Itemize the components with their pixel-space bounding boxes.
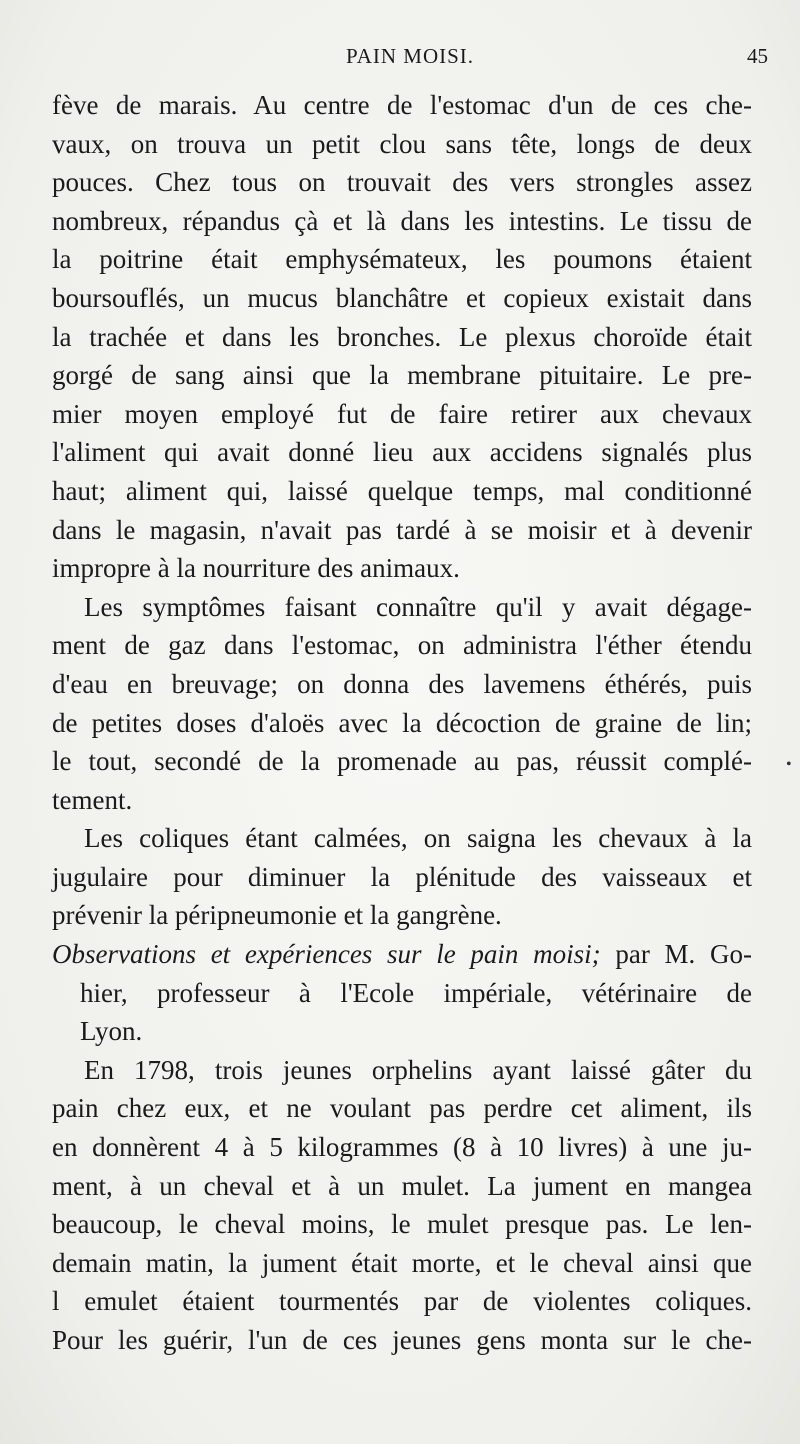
text-line: vaux, on trouva un petit clou sans tête, longs de deux bbox=[52, 128, 752, 159]
text-line: pouces. Chez tous on trouvait des vers strongles assez bbox=[52, 167, 752, 198]
text-line: prévenir la péripneumonie et la gangrène. bbox=[52, 900, 502, 931]
text-line: l'aliment qui avait donné lieu aux accidens signalés plus bbox=[52, 437, 752, 468]
section-heading-line: hier, professeur à l'Ecole impériale, vétérinaire de bbox=[80, 977, 752, 1008]
page-header bbox=[52, 44, 768, 78]
text-line: d'eau en breuvage; on donna des lavemens éthérés, puis bbox=[52, 668, 752, 699]
running-head: PAIN MOISI. bbox=[345, 44, 475, 68]
text-line: de petites doses d'aloës avec la décoction de graine de lin; bbox=[52, 707, 752, 738]
text-line: jugulaire pour diminuer la plénitude des vaisseaux et bbox=[52, 861, 752, 892]
section-heading-line: Lyon. bbox=[80, 1016, 143, 1047]
text-line: En 1798, trois jeunes orphelins ayant laissé gâter du bbox=[84, 1054, 752, 1085]
text-line: ment, à un cheval et à un mulet. La jument en mangea bbox=[52, 1170, 752, 1201]
text-line: gorgé de sang ainsi que la membrane pituitaire. Le pre- bbox=[52, 360, 752, 391]
section-heading-roman: par M. Go- bbox=[600, 939, 752, 970]
text-line: la trachée et dans les bronches. Le plexus choroïde était bbox=[52, 321, 752, 352]
section-heading-italic: Observations et expériences sur le pain moisi; bbox=[52, 939, 601, 970]
text-line: dans le magasin, n'avait pas tardé à se moisir et à devenir bbox=[52, 514, 752, 545]
text-line: le tout, secondé de la promenade au pas, réussit complé- bbox=[52, 746, 752, 777]
text-line: l emulet étaient tourmentés par de violentes coliques. bbox=[52, 1286, 752, 1317]
text-line: haut; aliment qui, laissé quelque temps, mal conditionné bbox=[52, 475, 752, 506]
text-line: beaucoup, le cheval moins, le mulet presque pas. Le len- bbox=[52, 1209, 752, 1240]
text-line: ment de gaz dans l'estomac, on administra l'éther étendu bbox=[52, 630, 752, 661]
text-line: Les symptômes faisant connaître qu'il y avait dégage- bbox=[84, 591, 752, 622]
text-line: en donnèrent 4 à 5 kilogrammes (8 à 10 livres) à une ju- bbox=[52, 1132, 752, 1163]
text-line: la poitrine était emphysémateux, les poumons étaient bbox=[52, 244, 752, 275]
text-line: Les coliques étant calmées, on saigna les chevaux à la bbox=[84, 823, 752, 854]
page-number: 45 bbox=[747, 44, 768, 68]
text-line: boursouflés, un mucus blanchâtre et copieux existait dans bbox=[52, 282, 752, 313]
section-heading-line bbox=[52, 935, 752, 974]
body-text bbox=[52, 86, 752, 1360]
text-line: impropre à la nourriture des animaux. bbox=[52, 553, 460, 584]
text-line: nombreux, répandus çà et là dans les intestins. Le tissu de bbox=[52, 205, 752, 236]
text-line: tement. bbox=[52, 784, 133, 815]
text-line: Pour les guérir, l'un de ces jeunes gens monta sur le che- bbox=[52, 1325, 752, 1355]
text-line: fève de marais. Au centre de l'estomac d'un de ces che- bbox=[52, 90, 752, 120]
text-line: mier moyen employé fut de faire retirer aux chevaux bbox=[52, 398, 752, 429]
text-line: demain matin, la jument était morte, et le cheval ainsi que bbox=[52, 1247, 752, 1278]
text-line: pain chez eux, et ne voulant pas perdre cet aliment, ils bbox=[52, 1093, 752, 1124]
margin-mark: • bbox=[786, 756, 792, 773]
